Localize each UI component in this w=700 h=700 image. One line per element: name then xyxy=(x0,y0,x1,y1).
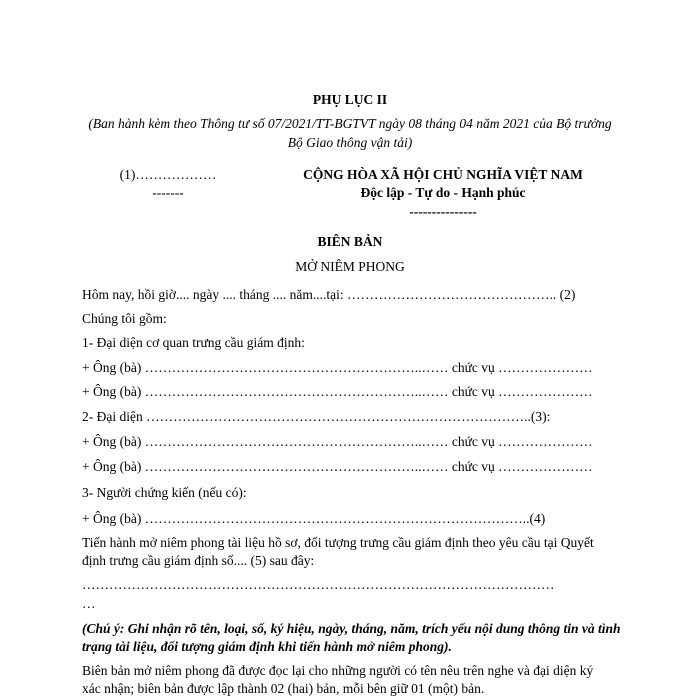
note-line-1: (Chú ý: Ghi nhận rõ tên, loại, số, ký hiệu, ngày, tháng, năm, trích yếu nội dung thông tin và tình xyxy=(82,621,621,636)
time-place-line: Hôm nay, hồi giờ.... ngày .... tháng .... năm....tại: ……………………………………….. (2) xyxy=(82,287,576,302)
section-3-heading: 3- Người chứng kiến (nếu có): xyxy=(82,485,247,500)
section-1-heading: 1- Đại diện cơ quan trưng cầu giám định: xyxy=(82,335,305,350)
appendix-title: PHỤ LỤC II xyxy=(312,92,388,107)
content-dotted-line-2: … xyxy=(82,596,96,611)
issued-note-line-1: (Ban hành kèm theo Thông tư số 07/2021/TT-BGTVT ngày 08 tháng 04 năm 2021 của Bộ trưởng xyxy=(88,116,612,131)
organization-underline: ------- xyxy=(152,185,184,200)
section-3-person-1: + Ông (bà) …………………………………………………………………………..(4) xyxy=(82,511,546,526)
section-2-heading: 2- Đại diện …………………………………………………………………………..(3): xyxy=(82,409,551,424)
country-name: CỘNG HÒA XÃ HỘI CHỦ NGHĨA VIỆT NAM xyxy=(303,167,583,182)
section-2-person-1: + Ông (bà) ……………………………………………………..…… chức vụ ………………… xyxy=(82,434,593,449)
participants-intro: Chúng tôi gồm: xyxy=(82,311,167,326)
motto-underline: --------------- xyxy=(409,204,477,219)
note-line-2: trạng tài liệu, đối tượng giám định khi tiến hành mở niêm phong). xyxy=(82,639,452,654)
closing-line-1: Biên bản mở niêm phong đã được đọc lại cho những người có tên nêu trên nghe và đại diện ký xyxy=(82,663,594,678)
closing-line-2: xác nhận; biên bản được lập thành 02 (hai) bản, mỗi bên giữ 01 (một) bản. xyxy=(82,681,485,696)
section-2-person-2: + Ông (bà) ……………………………………………………..…… chức vụ ………………… xyxy=(82,459,593,474)
content-dotted-line-1: …………………………………………………………………………………………… xyxy=(82,577,555,592)
organization-placeholder: (1)……………… xyxy=(119,167,217,182)
section-1-person-1: + Ông (bà) ……………………………………………………..…… chức vụ ………………… xyxy=(82,360,593,375)
issued-note-line-2: Bộ Giao thông vận tải) xyxy=(287,135,413,150)
document-subtitle: MỞ NIÊM PHONG xyxy=(295,259,405,274)
national-motto: Độc lập - Tự do - Hạnh phúc xyxy=(360,185,526,200)
proceed-text-line-2: định trưng cầu giám định số.... (5) sau đây: xyxy=(82,553,315,568)
document-title: BIÊN BẢN xyxy=(317,234,383,249)
proceed-text-line-1: Tiến hành mở niêm phong tài liệu hồ sơ, đối tượng trưng cầu giám định theo yêu cầu tại Quyết xyxy=(82,535,594,550)
section-1-person-2: + Ông (bà) ……………………………………………………..…… chức vụ ………………… xyxy=(82,384,593,399)
